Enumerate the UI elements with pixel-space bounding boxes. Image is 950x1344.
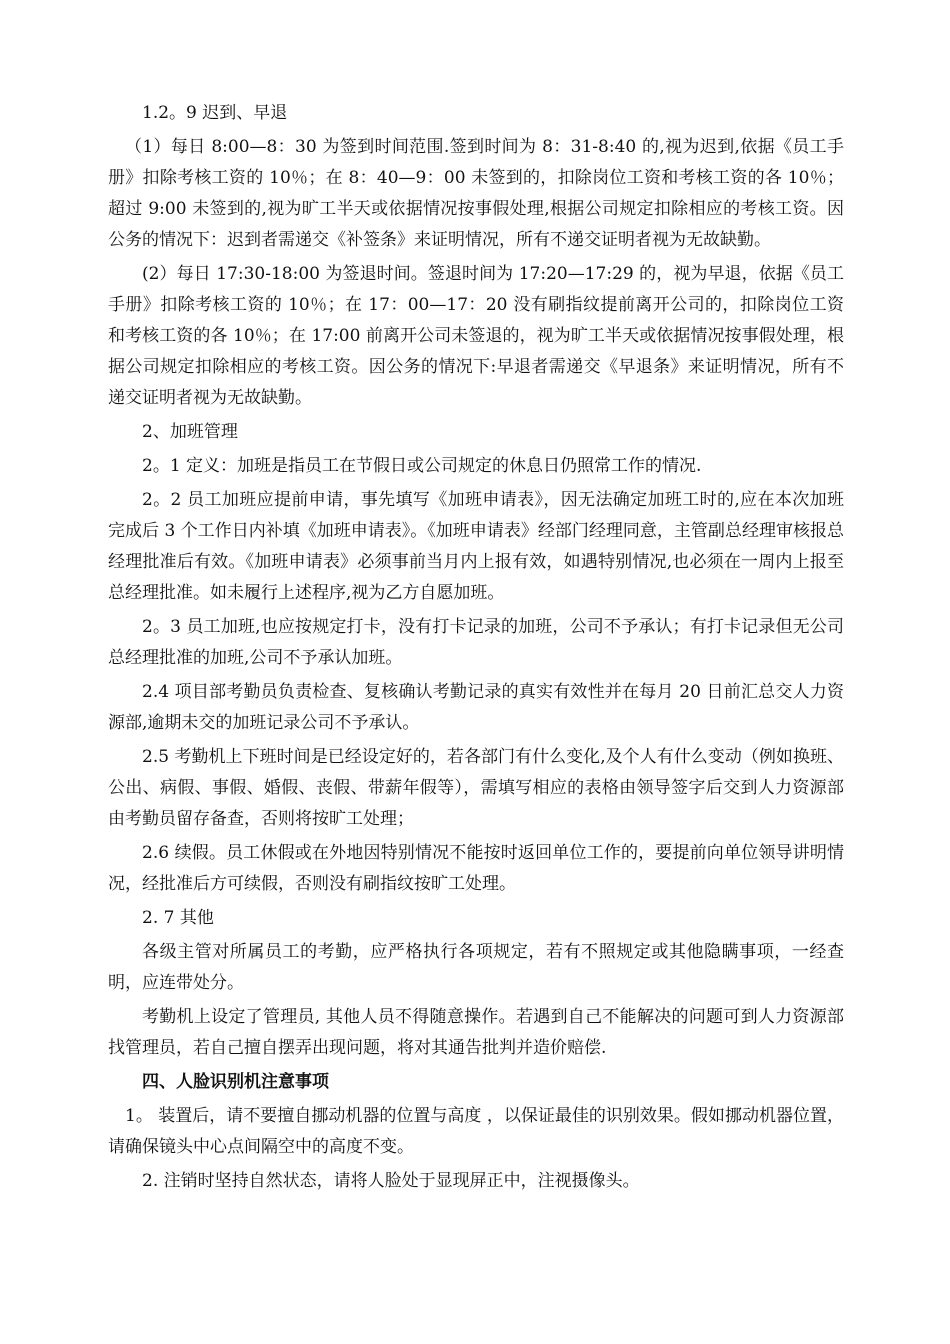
paragraph-face-install: 1。 装置后，请不要擅自挪动机器的位置与高度 ，以保证最佳的识别效果。假如挪动机器位置，请确保镜头中心点间隔空中的高度不变。 [108, 1106, 844, 1157]
paragraph-attendance-check: 2.4 项目部考勤员负责检查、复核确认考勤记录的真实有效性并在每月 20 日前汇总交人力资源部,逾期未交的加班记录公司不予承认。 [108, 682, 844, 733]
paragraph-overtime-application: 2。2 员工加班应提前申请，事先填写《加班申请表》，因无法确定加班工时的,应在本次加班完成后 3 个工作日内补填《加班申请表》。《加班申请表》经部门经理同意，主管副总经理审核报总经理批准后有效。《加班申请表》必须事前当月内上报有效，如遇特别情况,也必须在一周内上报至总经理批准。如未履行上述程序,视为乙方自愿加班。 [108, 490, 844, 603]
section-heading-other: 2. 7 其他 [142, 908, 214, 928]
paragraph-leave-extension: 2.6 续假。员工休假或在外地因特别情况不能按时返回单位工作的，要提前向单位领导讲明情况，经批准后方可续假，否则没有刷指纹按旷工处理。 [108, 843, 844, 894]
section-heading-overtime: 2、加班管理 [142, 422, 238, 442]
paragraph-machine-admin: 考勤机上设定了管理员, 其他人员不得随意操作。若遇到自己不能解决的问题可到人力资源部找管理员，若自己擅自摆弄出现问题，将对其通告批判并造价赔偿. [108, 1007, 844, 1058]
paragraph-face-usage: 2. 注销时坚持自然状态，请将人脸处于显现屏正中，注视摄像头。 [142, 1171, 640, 1191]
document-page [108, 98, 844, 1200]
paragraph-supervisor-duty: 各级主管对所属员工的考勤，应严格执行各项规定，若有不照规定或其他隐瞒事项，一经查明，应连带处分。 [108, 942, 844, 993]
section-heading-face-recognition: 四、人脸识别机注意事项 [142, 1072, 329, 1092]
section-heading-late-early: 1.2。9 迟到、早退 [142, 103, 288, 123]
paragraph-overtime-definition: 2。1 定义：加班是指员工在节假日或公司规定的休息日仍照常工作的情况. [142, 456, 702, 476]
paragraph-early-leave-rules: (2）每日 17:30-18:00 为签退时间。签退时间为 17:20—17:29 的，视为早退，依据《员工手册》扣除考核工资的 10％；在 17：00—17：20 没有刷指纹提前离开公司的，扣除岗位工资和考核工资的各 10％；在 17:00 前离开公司未签退的，视为旷工半天或依据情况按事假处理，根据公司规定扣除相应的考核工资。因公务的情况下:早退者需递交《早退条》来证明情况，所有不递交证明者视为无故缺勤。 [108, 264, 844, 408]
paragraph-overtime-clock: 2。3 员工加班,也应按规定打卡，没有打卡记录的加班，公司不予承认；有打卡记录但无公司总经理批准的加班,公司不予承认加班。 [108, 617, 844, 668]
paragraph-attendance-machine-time: 2.5 考勤机上下班时间是已经设定好的，若各部门有什么变化,及个人有什么变动（例如换班、公出、病假、事假、婚假、丧假、带薪年假等），需填写相应的表格由领导签字后交到人力资源部由考勤员留存备查，否则将按旷工处理； [108, 747, 844, 829]
paragraph-late-rules: （1）每日 8:00—8：30 为签到时间范围.签到时间为 8：31-8:40 的,视为迟到,依据《员工手册》扣除考核工资的 10％；在 8：40—9：00 未签到的，扣除岗位工资和考核工资的各 10％；超过 9:00 未签到的,视为旷工半天或依据情况按事假处理,根据公司规定扣除相应的考核工资。因公务的情况下：迟到者需递交《补签条》来证明情况，所有不递交证明者视为无故缺勤。 [108, 137, 844, 250]
